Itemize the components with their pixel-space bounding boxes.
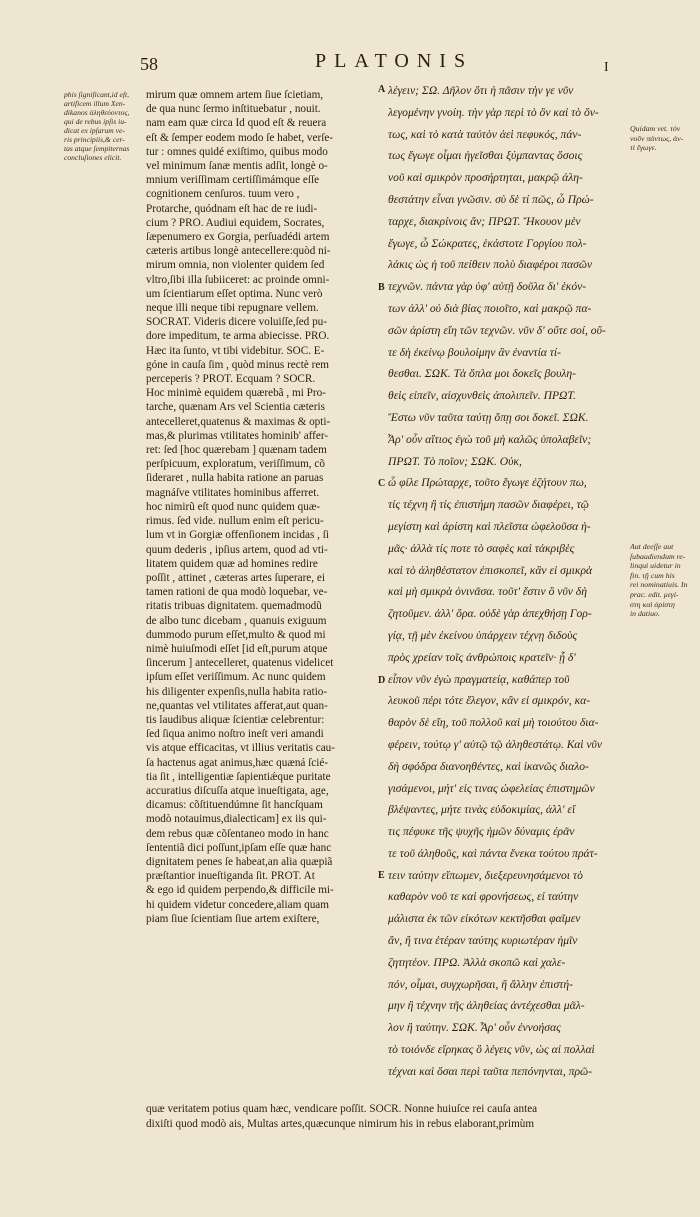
latin-line: Protarche, quódnam eſt hac de re iudi- xyxy=(146,202,318,215)
latin-line: quum dederis , ipſius artem, quod ad vti- xyxy=(146,543,328,556)
note-line: qui de rebus ipſis iu- xyxy=(64,117,127,126)
latin-line: cæteris artibus longè antecellere:quòd ni- xyxy=(146,245,331,258)
latin-line: ſæpenumero ex Gorgia, perſuadédi artem xyxy=(146,231,330,244)
latin-line: góne in cauſa ſim , quòd minus rectè rem xyxy=(146,358,329,371)
greek-line: θεσθαι. ΣΩΚ. Τὰ ὅπλα μοι δοκεῖς βουλη- xyxy=(388,367,577,381)
latin-line: SOCRAT. Videris dicere voluiſſe,ſed pu- xyxy=(146,316,327,329)
page-header xyxy=(0,50,700,80)
greek-line: ταρχε, διακρίνοις ἄν; ΠΡΩΤ. Ἤκουον μὲν xyxy=(388,214,581,228)
running-title: PLATONIS xyxy=(315,50,474,72)
latin-column xyxy=(146,88,374,926)
note-line: tas atque ſempiternas xyxy=(64,144,130,153)
latin-line: his diligenter expenſis,nulla habita ratio- xyxy=(146,685,328,698)
latin-line: dem rebus quæ cõſentaneo modo in hanc xyxy=(146,827,329,840)
latin-line: hi quidem videtur concedere,aliam quam xyxy=(146,898,329,911)
latin-line: & ego id quidem perpendo,& difficile mi- xyxy=(146,884,334,897)
corner-mark: I xyxy=(604,60,609,75)
page-number: 58 xyxy=(140,54,158,74)
note-line: νοῦν πάντως, ἀν- xyxy=(630,133,684,143)
section-letter-c: C xyxy=(378,478,386,489)
note-line: τὶ ἔγωγε. xyxy=(630,143,657,153)
latin-line: perceperis ? PROT. Ecquam ? SOCR. xyxy=(146,373,316,386)
latin-line: ret: ſed [hoc quærebam ] quænam tadem xyxy=(146,444,327,457)
greek-line: γίᾳ, τῇ μὲν ἐκείνου ὑπάρχειν τέχνῃ διδοὺς xyxy=(388,628,578,642)
greek-line: εἶπον νῦν ἐγὼ πραγματείᾳ, καθάπερ τοῦ xyxy=(388,672,570,686)
greek-line: τὸ τοιόνδε εἴρηκας ὃ λέγεις νῦν, ὡς αἱ πολλαὶ xyxy=(388,1043,595,1057)
greek-column xyxy=(388,80,626,1083)
greek-line: ἔγωγε, ὦ Σώκρατες, ἑκάστοτε Γοργίου πολ- xyxy=(388,236,587,250)
greek-line: λεγομένην γνοίη. τὴν γὰρ περὶ τὸ ὂν καὶ τὸ ὄν- xyxy=(388,105,599,119)
greek-line: λευκοῦ πέρι τότε ἔλεγον, κἂν εἰ σμικρόν, κα- xyxy=(388,694,591,708)
latin-line: perſpicuum, exploratum, veriſſimum, cõ xyxy=(146,458,325,471)
note-line: ſubaudiendum re- xyxy=(630,551,686,561)
latin-line: hoc nimirũ eſt quod nunc quidem quæ- xyxy=(146,500,321,513)
latin-line: ſententiã dici poſſunt,ipſam eſſe quæ hanc xyxy=(146,841,332,854)
latin-line: tarche, quænam Ars vel Scientia cæteris xyxy=(146,401,325,414)
greek-line: σῶν ἀρίστη εἴη τῶν τεχνῶν. νῦν δ' οὔτε σοί, οὔ- xyxy=(388,323,606,337)
latin-line: Hæc ita ſunto, vt tibi videbitur. SOC. E- xyxy=(146,344,325,357)
latin-line: piam ſiue ſcientiam ſiue artem exiſtere, xyxy=(146,912,320,925)
latin-line: tamen rationi de qua modò loquebar, ve- xyxy=(146,586,328,599)
greek-line: ζητητέον. ΠΡΩ. Ἀλλὰ σκοπῶ καὶ χαλε- xyxy=(388,955,566,969)
note-line: fin. τῇ cum his xyxy=(630,570,675,580)
latin-line: eſt & ſemper eodem modo ſe habet, verſe- xyxy=(146,131,334,144)
latin-line: dignitatem penes ſe habeat,an alia quæpiã xyxy=(146,855,333,868)
latin-line: ſa hactenus agat animus,hæc quæná ſcié- xyxy=(146,756,329,769)
latin-line: nam eam quæ circa Id quod eſt & reuera xyxy=(146,117,327,130)
note-line: dicat ex ipſarum ve- xyxy=(64,126,125,135)
note-line: phis ſignificant,id eſt, xyxy=(64,90,129,99)
greek-line: τις πέφυκε τῆς ψυχῆς ἡμῶν δύναμις ἐρᾶν xyxy=(388,825,575,839)
note-line: artificem illum Xen- xyxy=(64,99,126,108)
greek-line: δὴ σφόδρα διανοηθέντες, καὶ ἱκανῶς διαλο- xyxy=(388,759,589,773)
greek-line: τίς τέχνη ἢ τίς ἐπιστήμη πασῶν διαφέρει, τῷ xyxy=(388,498,589,512)
latin-line: præſtantior inueſtiganda ſit. PROT. At xyxy=(146,870,315,883)
latin-line: tis laudibus aliquæ ſcientiæ celebrentur: xyxy=(146,713,325,726)
greek-line: τεχνῶν. πάντα γὰρ ὑφ' αὑτῇ δοῦλα δι' ἑκόν- xyxy=(388,280,587,294)
latin-line: dummodo purum eſſet,multo & quod mi xyxy=(146,628,326,641)
latin-line: mirum quæ omnem artem ſiue ſcietiam, xyxy=(146,89,324,101)
latin-line: dicamus: cõſtituendúmne ſit hancſquam xyxy=(146,799,323,812)
greek-line: τέχναι καὶ ὅσαι περὶ ταῦτα πεπόνηνται, πρῶ- xyxy=(388,1064,593,1078)
bottom-full-width-text xyxy=(146,1102,636,1132)
latin-line: dore impeditum, te arma abiecisse. PRO. xyxy=(146,330,330,343)
note-line: prac. edit. μεγί- xyxy=(630,589,679,599)
latin-line: lum vt in Gorgiæ offenſionem incidas , ſi xyxy=(146,529,329,542)
latin-line: ipſum eſſet veriſſimum. Ac nunc quidem xyxy=(146,671,326,684)
text-line: quæ veritatem potius quam hæc, vendicare poſſit. SOCR. Nonne huiuſce rei cauſa antea xyxy=(146,1103,538,1115)
greek-line: νοῦ καὶ σμικρὸν προσήρτηται, μακρῷ ἀλη- xyxy=(388,171,583,185)
greek-line: τως, καὶ τὸ κατὰ ταὐτὸν ἀεὶ πεφυκός, πάν- xyxy=(388,127,582,141)
latin-line: vel minimum ſanæ mentis adſit, longè o- xyxy=(146,160,328,173)
note-line: Aut deeſſe aut xyxy=(630,542,674,551)
greek-line: θεὶς εἰπεῖν, αἰσχυνθεὶς ἀπολιπεῖν. ΠΡΩΤ. xyxy=(388,389,576,403)
greek-line: τως ἔγωγε οἶμαι ἡγεῖσθαι ξύμπαντας ὅσοις xyxy=(388,149,583,163)
latin-line: accuratius diſcuſſa atque inueſtigata, age, xyxy=(146,784,329,797)
latin-line: vis atque efficacitas, vt illius veritatis cau- xyxy=(146,742,335,755)
note-line: rei nominatiuis. In xyxy=(630,580,688,590)
latin-line: de qua nunc ſermo inſtituebatur , nouit. xyxy=(146,103,321,116)
text-line: dixiſti quod modò ais, Multas artes,quæcunque nimirum his in rebus elaborant,primùm xyxy=(146,1118,535,1130)
greek-line: γισάμενοι, μήτ' εἰς τινας ὠφελείας ἐπιστημῶν xyxy=(388,781,595,795)
greek-line: ΠΡΩΤ. Τὸ ποῖον; ΣΩΚ. Οὐκ, xyxy=(388,454,522,468)
greek-line: των ἀλλ' οὐ διὰ βίας ποιοῖτο, καὶ μακρῷ πα- xyxy=(388,301,592,315)
greek-line: ὦ φίλε Πρώταρχε, τοῦτο ἔγωγε ἐζήτουν πω, xyxy=(388,476,587,490)
latin-line: ne,quantas vel vtilitates afferat,aut quan- xyxy=(146,699,328,712)
right-margin-note-2 xyxy=(630,542,696,619)
greek-line: ἄν, ἤ τινα ἑτέραν ταύτης κυριωτέραν ἡμῖν xyxy=(388,934,578,948)
latin-line: magnáſve vtilitates hominibus afferret. xyxy=(146,486,320,499)
latin-line: ſincerum ] antecelleret, quatenus videlicet xyxy=(146,657,334,670)
greek-line: μεγίστη καὶ ἀρίστη καὶ πλεῖστα ὠφελοῦσα ἡ- xyxy=(388,519,591,533)
left-margin-note xyxy=(64,90,144,162)
greek-line: φέρειν, τούτῳ γ' αὐτῷ τῷ ἀληθεστάτῳ. Καὶ νῦν xyxy=(388,737,603,751)
latin-line: modò notauimus,dialecticam] ex iis qui- xyxy=(146,813,327,826)
latin-line: ſideraret , nulla habita ratione an paruas xyxy=(146,472,324,485)
latin-line: um ſcientiarum eſſet optima. Nunc verò xyxy=(146,287,323,300)
note-line: concluſiones elicit. xyxy=(64,153,122,162)
greek-line: λάκις ὡς ἡ τοῦ πείθειν πολὺ διαφέροι πασῶν xyxy=(388,258,593,272)
note-line: Quidam vet. τὸν xyxy=(630,124,681,133)
greek-line: λέγειν; ΣΩ. Δῆλον ὅτι ἡ πᾶσιν τὴν γε νῦν xyxy=(388,84,574,97)
latin-line: Hoc minimè equidem quærebã , mi Pro- xyxy=(146,387,326,400)
latin-line: vltro,ſibi illa ſubiiceret: ac proinde omni- xyxy=(146,273,330,286)
greek-line: τε τοῦ ἀληθοῦς, καὶ πάντα ἕνεκα τούτου πράτ- xyxy=(388,846,598,860)
greek-line: βλέψαντες, μήτε τινὰς εὐδοκιμίας, ἀλλ' εἴ xyxy=(388,803,576,817)
latin-line: neque illi neque tibi repugnare vellem. xyxy=(146,302,319,315)
latin-line: litatem quidem quæ ad homines redire xyxy=(146,557,318,570)
note-line: ris principiis,& cer- xyxy=(64,135,125,144)
greek-line: ζητοῦμεν. ἀλλ' ὅρα. οὐδὲ γὰρ ἀπεχθήσῃ Γορ- xyxy=(388,607,592,621)
greek-line: μᾶς· ἀλλὰ τίς ποτε τὸ σαφὲς καὶ τἀκριβὲς xyxy=(388,541,575,555)
latin-line: mirum omnia, non violenter quidem ſed xyxy=(146,259,325,272)
greek-line: Ἔστω νῦν ταῦτα ταύτῃ ὅπῃ σοι δοκεῖ. ΣΩΚ. xyxy=(388,410,589,424)
note-line: linqui uidetur in xyxy=(630,561,681,571)
greek-line: τε δὴ ἐκείνῳ βουλοίμην ἂν ἐναντία τί- xyxy=(388,345,562,359)
latin-line: cium ? PRO. Audiui equidem, Socrates, xyxy=(146,216,325,229)
latin-line: ritatis tribuas dignitatem. quemadmodũ xyxy=(146,600,322,613)
greek-line: τειν ταύτην εἴπωμεν, διεξερευνησάμενοι τὸ xyxy=(388,868,583,882)
section-letter-e: E xyxy=(378,870,385,881)
note-line: in datiuo. xyxy=(630,609,660,619)
latin-line: de albo tunc dicebam , quanuis exiguum xyxy=(146,614,327,627)
latin-line: antecelleret,quatenus & maximas & opti- xyxy=(146,415,331,428)
section-letter-a: A xyxy=(378,84,386,95)
note-line: dikanos ἀληθεύοντος, xyxy=(64,108,130,117)
greek-line: καὶ τὸ ἀληθέστατον ἐπισκοπεῖ, κἂν εἰ σμικρὰ xyxy=(388,563,593,577)
greek-line: καθαρὸν νοῦ τε καὶ φρονήσεως, εἰ ταύτην xyxy=(388,890,579,904)
section-letter-d: D xyxy=(378,675,386,686)
greek-line: μην ἢ τέχνην τῆς ἀληθείας ἀντέχεσθαι μᾶλ- xyxy=(388,999,585,1013)
latin-line: mnium veriſſimam certiſſimámque eſſe xyxy=(146,174,320,187)
latin-line: tur : omnes quidé exiſtimo, quibus modo xyxy=(146,145,328,158)
greek-line: Ἆρ' οὖν αἴτιος ἐγὼ τοῦ μὴ καλῶς ὑπολαβεῖν; xyxy=(388,432,592,446)
latin-line: nimè huiuſmodi eſſet [id eſt,purum atque xyxy=(146,642,328,655)
greek-line: πόν, οἶμαι, συγχωρῆσαι, ἢ ἄλλην ἐπιστή- xyxy=(388,977,573,991)
greek-line: καὶ μὴ σμικρὰ ὀνινᾶσα. τοῦτ' ἔστιν ὃ νῦν δὴ xyxy=(388,585,587,599)
latin-line: poſſit , attinet , cæteras artes ſuperare, ei xyxy=(146,571,325,584)
greek-line: θεστάτην εἶναι γνῶσιν. σὺ δὲ τί πῶς, ὦ Πρώ- xyxy=(388,192,594,206)
greek-line: λον ἢ ταύτην. ΣΩΚ. Ἆρ' οὖν ἐννοήσας xyxy=(388,1021,561,1035)
greek-line: θαρὸν δὲ εἴη, τοῦ πολλοῦ καὶ μὴ τοιούτου δια- xyxy=(388,716,599,730)
greek-line: πρὸς χρείαν τοῖς ἀνθρώποις κρατεῖν· ᾗ δ' xyxy=(388,650,576,664)
latin-line: tia ſit , intelligentiæ ſapientiǽque puritate xyxy=(146,770,331,783)
latin-line: rimus. ſed vide. nullum enim eſt pericu- xyxy=(146,515,324,528)
section-letter-b: B xyxy=(378,282,385,293)
latin-line: ſed ſiqua animo noſtro ineſt veri amandi xyxy=(146,728,324,741)
latin-line: mas,& plurimas vtilitates hominib' affer- xyxy=(146,429,329,442)
greek-line: μάλιστα ἐκ τῶν εἰκότων κεκτῆσθαι φαῖμεν xyxy=(388,912,581,926)
latin-line: cognitionem cenſuros. tuum vero , xyxy=(146,188,300,201)
note-line: στη καὶ ἀρίστη xyxy=(630,599,675,609)
right-margin-note-1 xyxy=(630,124,696,153)
